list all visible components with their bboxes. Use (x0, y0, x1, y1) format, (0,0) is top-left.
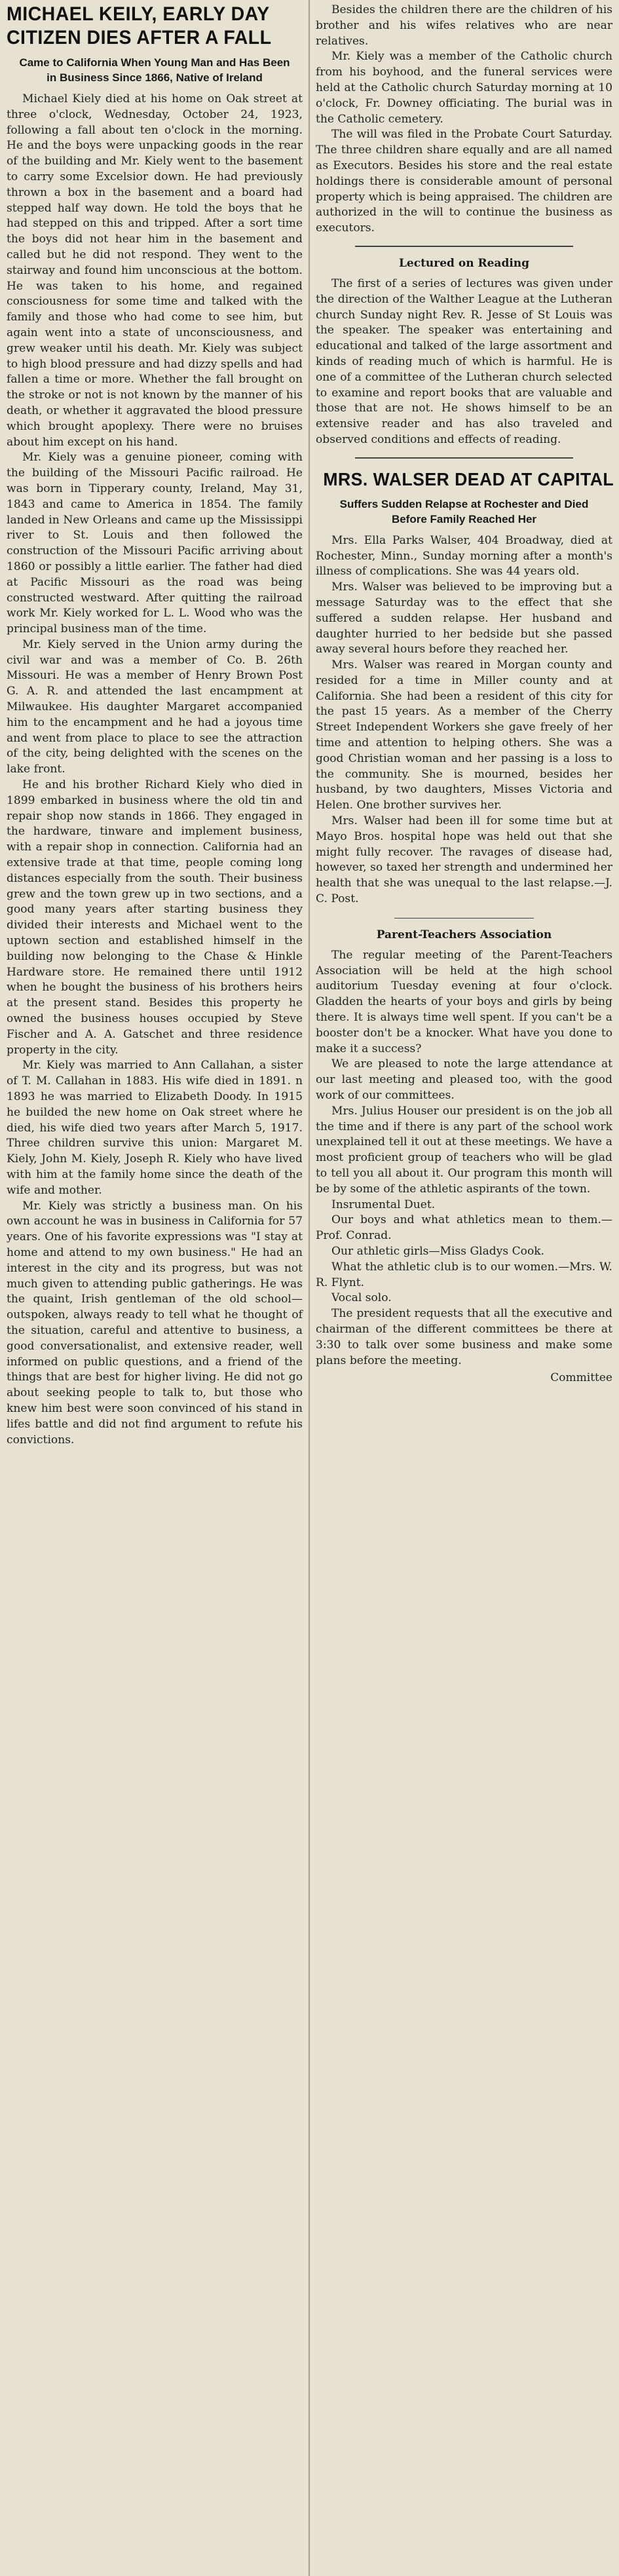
kiely-paragraph: The will was filed in the Probate Court Saturday. The three children share equally and are all named as Executors. Besides his store and the real estate holdings there is considerable amount of personal property which is being appraised. The children are authorized in the will to continue the business as executors. (316, 128, 612, 235)
pta-paragraph: Vocal solo. (331, 1291, 392, 1305)
lecture-headline: Lectured on Reading (398, 256, 530, 270)
kiely-paragraph: Mr. Kiely served in the Union army during the civil war and was a member of Co. B. 26th Missouri. He was a member of Henry Brown Post G. A. R. and attended the last encampment at Milwaukee. His daughter Margaret accompanied him to the encampment and he had a joyous time and went from place to place to see the attraction of the city, being delighted with the scenes on the lake front. (7, 637, 303, 776)
walser-deck: Suffers Sudden Relapse at Rochester and Died Before Family Reached Her (339, 497, 589, 525)
walser-paragraph: Mrs. Walser had been ill for some time but at Mayo Bros. hospital hope was held out that she might fully recover. The ravages of disease had, however, so taxed her strength and undermined her health that she was unequal to the last relapse.—J. C. Post. (316, 814, 612, 906)
kiely-paragraph: He and his brother Richard Kiely who died in 1899 embarked in business where the old tin and repair shop now stands in 1866. They engaged in the hardware, tinware and implement business, with a repair shop in connection. California had an extensive trade at that time, people coming long distances especially from the south. Their business grew and the town grew up in two sections, and a good many years after starting business they divided their interests and Michael went to the uptown section and established himself in the building now belonging to the Chase & Hinkle Hardware store. He remained there until 1912 when he bought the business of his brothers heirs at the present stand. Besides this property he owned the business houses occupied by Steve Fischer and A. A. Gatschet and three residence property in the city. (7, 778, 303, 1057)
pta-signature: Committee (550, 1371, 612, 1385)
walser-paragraph: Mrs. Walser was reared in Morgan county and resided for a time in Miller county and at California. She had been a resident of this city for the past 15 years. As a member of the Cherry Street Independent Workers she gave freely of her time and attention to helping others. She was a good Christian woman and her passing is a loss to the community. She is mourned, besides her husband, by two daughters, Misses Victoria and Helen. One brother survives her. (316, 658, 612, 812)
pta-paragraph: Mrs. Julius Houser our president is on the job all the time and if there is any part of the school work unexplained tell it out at these meetings. We have a most proficient group of teachers who will be glad to tell you all about it. Our program this month will be by some of the athletic aspirants of the town. (316, 1104, 612, 1196)
kiely-paragraph: Mr. Kiely was strictly a business man. On his own account he was in business in California for 57 years. One of his favorite expressions was "I stay at home and attend to my own business." He had an interest in the city and its progress, but was not much given to attending public gatherings. He was the quaint, Irish gentleman of the old school—outspoken, always ready to tell what he thought of the situation, careful and attentive to business, a good conversationalist, and extensive reader, well informed on public questions, and a friend of the things that are best for higher living. He did not go about seeking people to talk to, but those who knew him best were soon convinced of his stand in lifes battle and did not find argument to refute his convictions. (7, 1199, 303, 1447)
pta-paragraph: The president requests that all the executive and chairman of the different committees be there at 3:30 to talk over some business and make some plans before the meeting. (316, 1307, 612, 1367)
article-divider (355, 246, 573, 247)
right-column (309, 0, 619, 2576)
kiely-paragraph: Michael Kiely died at his home on Oak street at three o'clock, Wednesday, October 24, 1923, following a fall about ten o'clock in the morning. He and the boys were unpacking goods in the rear of the building and Mr. Kiely went to the basement to carry some Excelsior down. He had previously thrown a box in the basement and a board had stepped half way down. He told the boys that he had stepped on this and tripped. After a sort time the boys did not hear him in the basement and called but he did not respond. They went to the stairway and found him unconscious at the bottom. He was taken to his home, and regained consciousness for some time and talked with the family and those who had come to see him, but again went into a state of unconsciousness, and grew weaker until his death. Mr. Kiely was subject to high blood pressure and had dizzy spells and had fallen a time or more. Whether the fall brought on the stroke or not is not known by the manner of his death, or whether it aggravated the blood pressure which brought apoplexy. There were no bruises about him except on his hand. (7, 92, 303, 449)
kiely-headline-line2: CITIZEN DIES AFTER A FALL (7, 27, 272, 48)
lecture-paragraph: The first of a series of lectures was given under the direction of the Walther League at the Lutheran church Sunday night Rev. R. Jesse of St Louis was the speaker. The speaker was entertaining and educational and talked of the large assortment and kinds of reading much of which is harmful. He is one of a committee of the Lutheran church selected to examine and report books that are valuable and those that are not. He shows himself to be an extensive reader and has also traveled and observed conditions and effects of reading. (316, 276, 612, 446)
pta-paragraph: Insrumental Duet. (331, 1198, 436, 1211)
kiely-article-body (7, 92, 303, 1448)
pta-paragraph: We are pleased to note the large attendance at our last meeting and pleased too, with the good work of our committees. (316, 1057, 612, 1103)
pta-article-body (316, 948, 612, 1369)
walser-paragraph: Mrs. Ella Parks Walser, 404 Broadway, died at Rochester, Minn., Sunday morning after a month's illness of complications. She was 44 years old. (316, 533, 612, 578)
walser-headline: MRS. WALSER DEAD AT CAPITAL (323, 468, 614, 489)
pta-paragraph: Our athletic girls—Miss Gladys Cook. (331, 1244, 545, 1258)
article-divider (355, 457, 573, 459)
kiely-article-continued (316, 3, 612, 237)
walser-article-body (316, 533, 612, 907)
walser-paragraph: Mrs. Walser was believed to be improving but a message Saturday was to the effect that she suffered a sudden relapse. Her husband and daughter hurried to her bedside but she passed away several hours before they reached her. (316, 580, 612, 656)
left-column (0, 0, 309, 2576)
kiely-headline-line1: MICHAEL KEILY, EARLY DAY (7, 3, 270, 25)
kiely-paragraph: Mr. Kiely was married to Ann Callahan, a sister of T. M. Callahan in 1883. His wife died in 1891. n 1893 he was married to Elizabeth Doody. In 1915 he builded the new home on Oak street where he died, his wife died two years after March 5, 1917. Three children survive this union: Margaret M. Kiely, John M. Kiely, Joseph R. Kiely who have lived with him at the family home since the death of the wife and mother. (7, 1059, 303, 1197)
pta-paragraph: What the athletic club is to our women.—Mrs. W. R. Flynt. (316, 1260, 612, 1289)
pta-headline: Parent-Teachers Association (376, 928, 552, 941)
kiely-paragraph: Mr. Kiely was a member of the Catholic church from his boyhood, and the funeral services were held at the Catholic church Saturday morning at 10 o'clock, Fr. Downey officiating. The burial was in the Catholic cemetery. (316, 50, 612, 126)
kiely-paragraph: Besides the children there are the children of his brother and his wifes relatives who are near relatives. (316, 3, 612, 48)
pta-paragraph: Our boys and what athletics mean to them.—Prof. Conrad. (316, 1213, 612, 1243)
article-divider (394, 918, 534, 919)
pta-paragraph: The regular meeting of the Parent-Teachers Association will be held at the high school auditorium Tuesday evening at four o'clock. Gladden the hearts of your boys and girls by being there. It is always time well spent. If you can't be a booster don't be a knocker. What have you done to make it a success? (316, 948, 612, 1055)
kiely-deck: Came to California When Young Man and Has Been in Business Since 1866, Native of Ireland (19, 56, 290, 84)
lecture-article-body (316, 276, 612, 448)
kiely-paragraph: Mr. Kiely was a genuine pioneer, coming with the building of the Missouri Pacific railroad. He was born in Tipperary county, Ireland, May 31, 1843 and came to America in 1854. The family landed in New Orleans and came up the Mississippi river to St. Louis and then followed the construction of the Missouri Pacific arriving about 1860 or possibly a little earlier. The father had died at Pacific Missouri as the road was being constructed westward. After quitting the railroad work Mr. Kiely worked for L. L. Wood who was the principal business man of the time. (7, 451, 303, 636)
